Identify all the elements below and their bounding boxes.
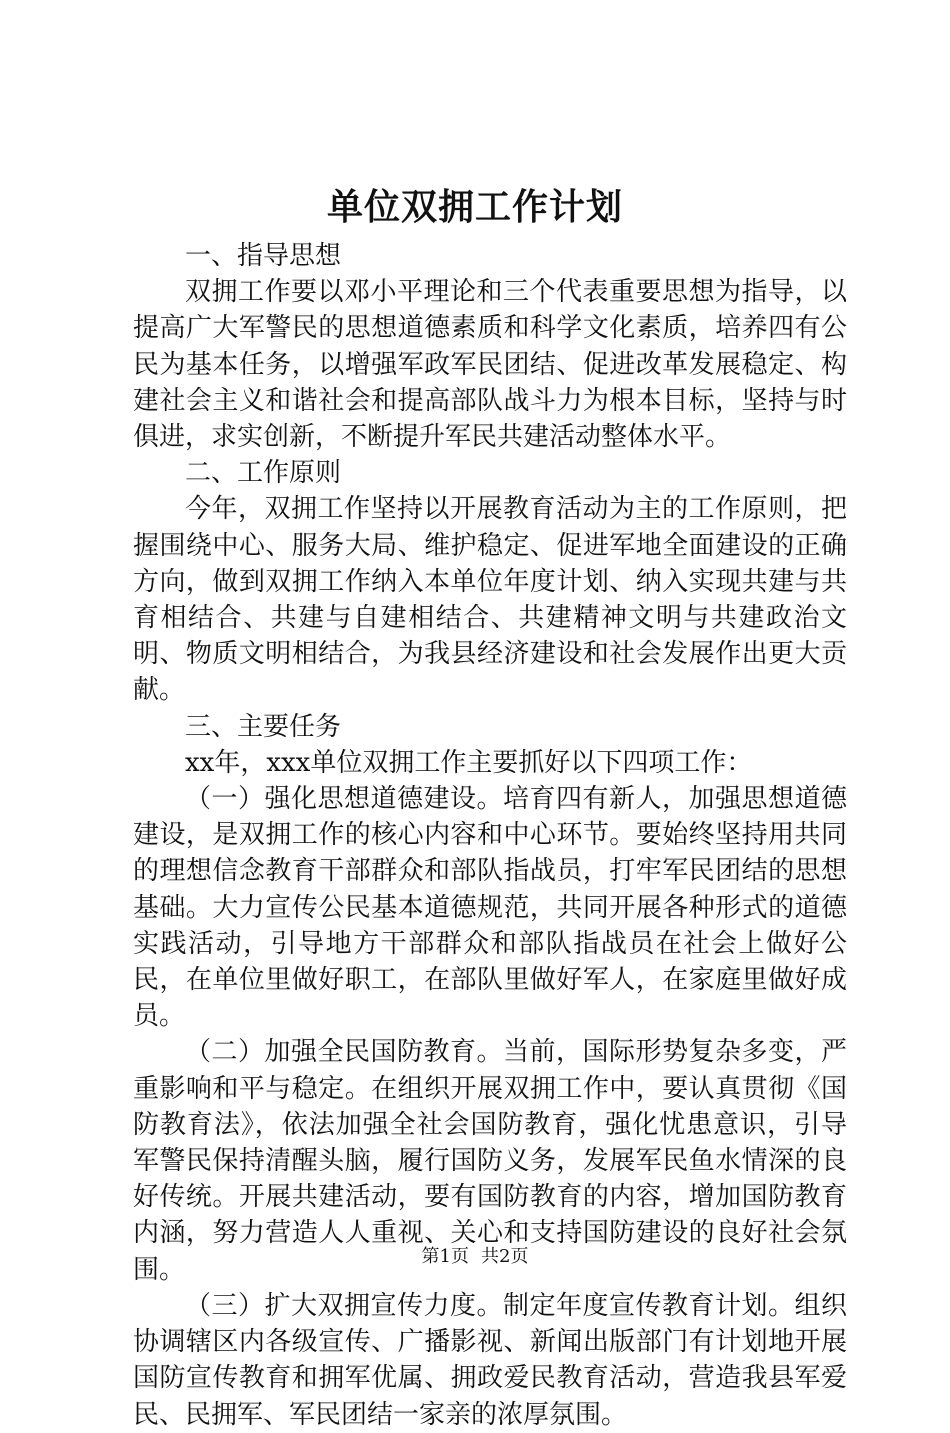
- paragraph-main-tasks-intro: xx年，xxx单位双拥工作主要抓好以下四项工作：: [185, 747, 753, 778]
- paragraph-task-three: （三）扩大双拥宣传力度。制定年度宣传教育计划。组织协调辖区内各级宣传、广播影视、新闻出版部门有计划地开展国防宣传教育和拥军优属、拥政爱民教育活动，营造我县军爱民、民拥军、军民团结一家亲的浓厚氛围。: [133, 1290, 847, 1430]
- paragraph-task-one: （一）强化思想道德建设。培育四有新人，加强思想道德建设，是双拥工作的核心内容和中心环节。要始终坚持用共同的理想信念教育干部群众和部队指战员，打牢军民团结的思想基础。大力宣传公民基本道德规范，共同开展各种形式的道德实践活动，引导地方干部群众和部队指战员在社会上做好公民，在单位里做好职工，在部队里做好军人，在家庭里做好成员。: [133, 784, 847, 1032]
- page-footer: [0, 1244, 950, 1270]
- section-heading-guiding-ideology: 一、指导思想: [185, 241, 342, 271]
- page-number-total: 共2页: [481, 1246, 529, 1267]
- paragraph-task-two: （二）加强全民国防教育。当前，国际形势复杂多变，严重影响和平与稳定。在组织开展双拥工作中，要认真贯彻《国防教育法》，依法加强全社会国防教育，强化忧患意识，引导军警民保持清醒头脑，履行国防义务，发展军民鱼水情深的良好传统。开展共建活动，要有国防教育的内容，增加国防教育内涵，努力营造人人重视、关心和支持国防建设的良好社会氛围。: [133, 1037, 847, 1285]
- page-number-current: 第1页: [421, 1246, 469, 1267]
- paragraph-guiding-ideology: 双拥工作要以邓小平理论和三个代表重要思想为指导，以提高广大军警民的思想道德素质和科学文化素质，培养四有公民为基本任务，以增强军政军民团结、促进改革发展稳定、构建社会主义和谐社会和提高部队战斗力为根本目标，坚持与时俱进，求实创新，不断提升军民共建活动整体水平。: [133, 277, 847, 453]
- document-title: 单位双拥工作计划: [326, 186, 623, 228]
- section-heading-main-tasks: 三、主要任务: [185, 711, 342, 742]
- paragraph-work-principles: 今年，双拥工作坚持以开展教育活动为主的工作原则，把握围绕中心、服务大局、维护稳定、促进军地全面建设的正确方向，做到双拥工作纳入本单位年度计划、纳入实现共建与共育相结合、共建与自建相结合、共建精神文明与共建政治文明、物质文明相结合，为我县经济建设和社会发展作出更大贡献。: [133, 494, 847, 706]
- section-heading-work-principles: 二、工作原则: [185, 458, 342, 489]
